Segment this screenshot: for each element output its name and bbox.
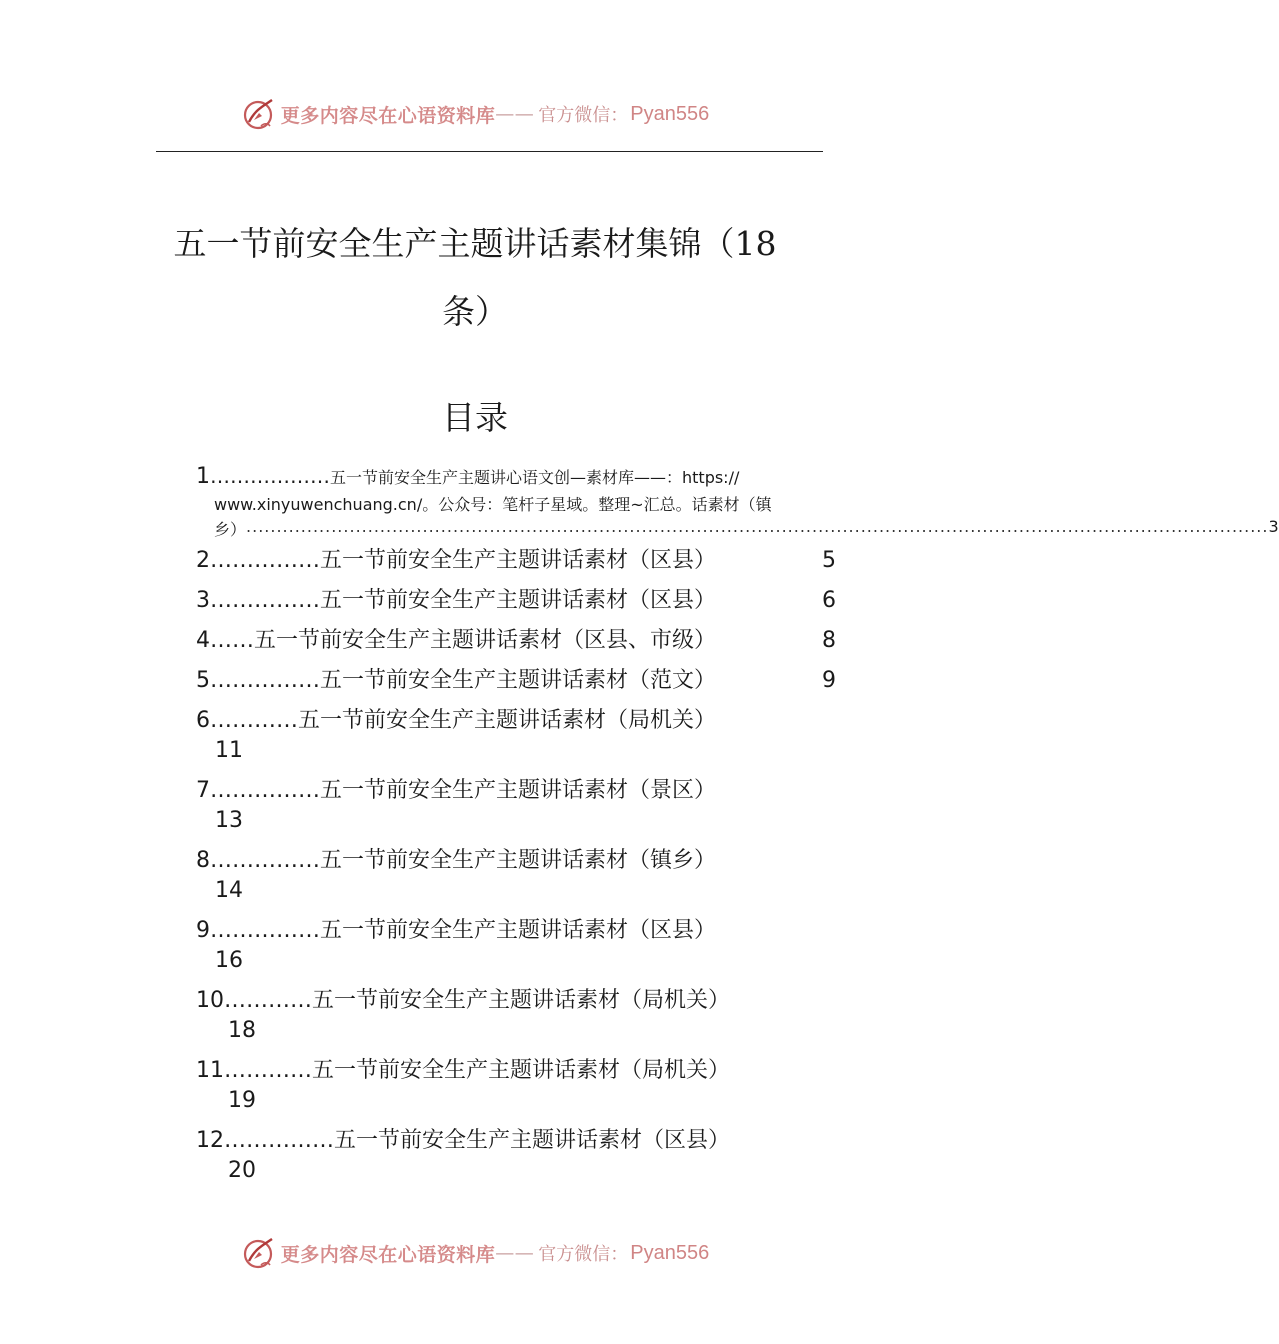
toc-entry-1[interactable] [196,464,1279,540]
toc-entry-title-line1: 五一节前安全生产主题讲心语文创—素材库——：https:// [330,468,740,487]
toc-entry-page: 14 [215,878,243,903]
toc-entry-page: 20 [228,1158,256,1183]
toc-entry-number: 5 [196,668,210,693]
toc-entry-leader: ........................................................................................................................................................................ [246,517,1269,536]
toc-entry-title: 五一节前安全生产主题讲话素材（区县） [334,1128,731,1153]
watermark-wechat-label: 官方微信： [538,1244,629,1265]
watermark-dash: —— [495,103,535,125]
toc-entry-dots: …………… [210,548,320,573]
toc-entry-page: 13 [215,808,243,833]
toc-entry-dots: ………… [224,988,312,1013]
toc-heading: 目录 [442,398,508,437]
toc-entry-number: 9 [196,918,210,943]
toc-entry-7[interactable] [196,776,840,833]
toc-entry-dots: …………… [210,918,320,943]
toc-entry-page: 8 [822,628,836,653]
watermark-text: 更多内容尽在心语资料库 [280,1243,496,1266]
toc-entry-title: 五一节前安全生产主题讲话素材（镇乡） [320,848,717,873]
watermark-wechat-id: Pyan556 [630,1241,710,1264]
toc-entry-9[interactable] [196,916,840,973]
toc-entry-dots: …………… [210,778,320,803]
toc-entry-title: 五一节前安全生产主题讲话素材（景区） [320,778,717,803]
toc-entry-title: 五一节前安全生产主题讲话素材（区县） [320,588,717,613]
toc-entry-number: 8 [196,848,210,873]
toc-entry-8[interactable] [196,846,840,903]
toc-entry-title: 五一节前安全生产主题讲话素材（范文） [320,668,717,693]
brand-logo-icon [241,96,277,132]
toc-entry-page: 5 [822,548,836,573]
toc-entry-title: 五一节前安全生产主题讲话素材（局机关） [312,1058,731,1083]
toc-entry-dots: …… [210,628,254,653]
toc-entry-11[interactable] [196,1056,840,1113]
toc-entry-title: 五一节前安全生产主题讲话素材（区县） [320,918,717,943]
toc-entry-title-line2: www.xinyuwenchuang.cn/。公众号：笔杆子星域。整理~汇总。话素材（镇 [214,495,772,514]
toc-entry-dots: ………… [224,1058,312,1083]
toc-entry-number: 12 [196,1128,224,1153]
toc-entry-4[interactable] [196,626,840,656]
watermark-wechat-label: 官方微信： [538,105,629,126]
toc-entry-title: 五一节前安全生产主题讲话素材（局机关） [298,708,717,733]
toc-entry-10[interactable] [196,986,840,1043]
toc-entry-number: 7 [196,778,210,803]
toc-entry-5[interactable] [196,666,840,696]
watermark-dash: —— [495,1242,535,1264]
footer-watermark [0,1233,950,1273]
toc-entry-number: 1 [196,464,210,489]
toc-entry-dots: …………… [210,668,320,693]
toc-entry-dots: ………… [210,708,298,733]
toc-entry-dots: …………… [210,848,320,873]
toc-entry-number: 10 [196,988,224,1013]
toc-entry-dots: …………… [224,1128,334,1153]
toc-entry-number: 6 [196,708,210,733]
document-title [150,210,800,346]
document-title-line2: 条） [442,292,508,331]
toc-entry-page: 3 [1268,517,1279,536]
watermark-text: 更多内容尽在心语资料库 [280,104,496,127]
toc-entry-12[interactable] [196,1126,840,1183]
header-watermark [0,94,950,134]
toc-entry-page: 6 [822,588,836,613]
toc-entry-6[interactable] [196,706,840,763]
toc-entry-page: 18 [228,1018,256,1043]
toc-entry-2[interactable] [196,546,840,576]
toc-entry-title-line3: 乡） [214,520,247,539]
toc-entry-number: 3 [196,588,210,613]
toc-entry-dots: ……………… [210,464,330,488]
toc-entry-number: 11 [196,1058,224,1083]
toc-entry-page: 16 [215,948,243,973]
toc-entry-page: 9 [822,668,836,693]
toc-entry-3[interactable] [196,586,840,616]
header-divider [156,151,823,152]
watermark-wechat-id: Pyan556 [630,102,710,125]
toc-entry-page: 11 [215,738,243,763]
toc-entry-number: 4 [196,628,210,653]
toc-entry-title: 五一节前安全生产主题讲话素材（区县） [320,548,717,573]
toc-entry-page: 19 [228,1088,256,1113]
brand-logo-icon [241,1235,277,1271]
toc-entry-dots: …………… [210,588,320,613]
toc-entry-title: 五一节前安全生产主题讲话素材（区县、市级） [254,628,717,653]
toc-entry-title: 五一节前安全生产主题讲话素材（局机关） [312,988,731,1013]
document-title-line1: 五一节前安全生产主题讲话素材集锦（18 [173,224,777,263]
toc-entry-number: 2 [196,548,210,573]
